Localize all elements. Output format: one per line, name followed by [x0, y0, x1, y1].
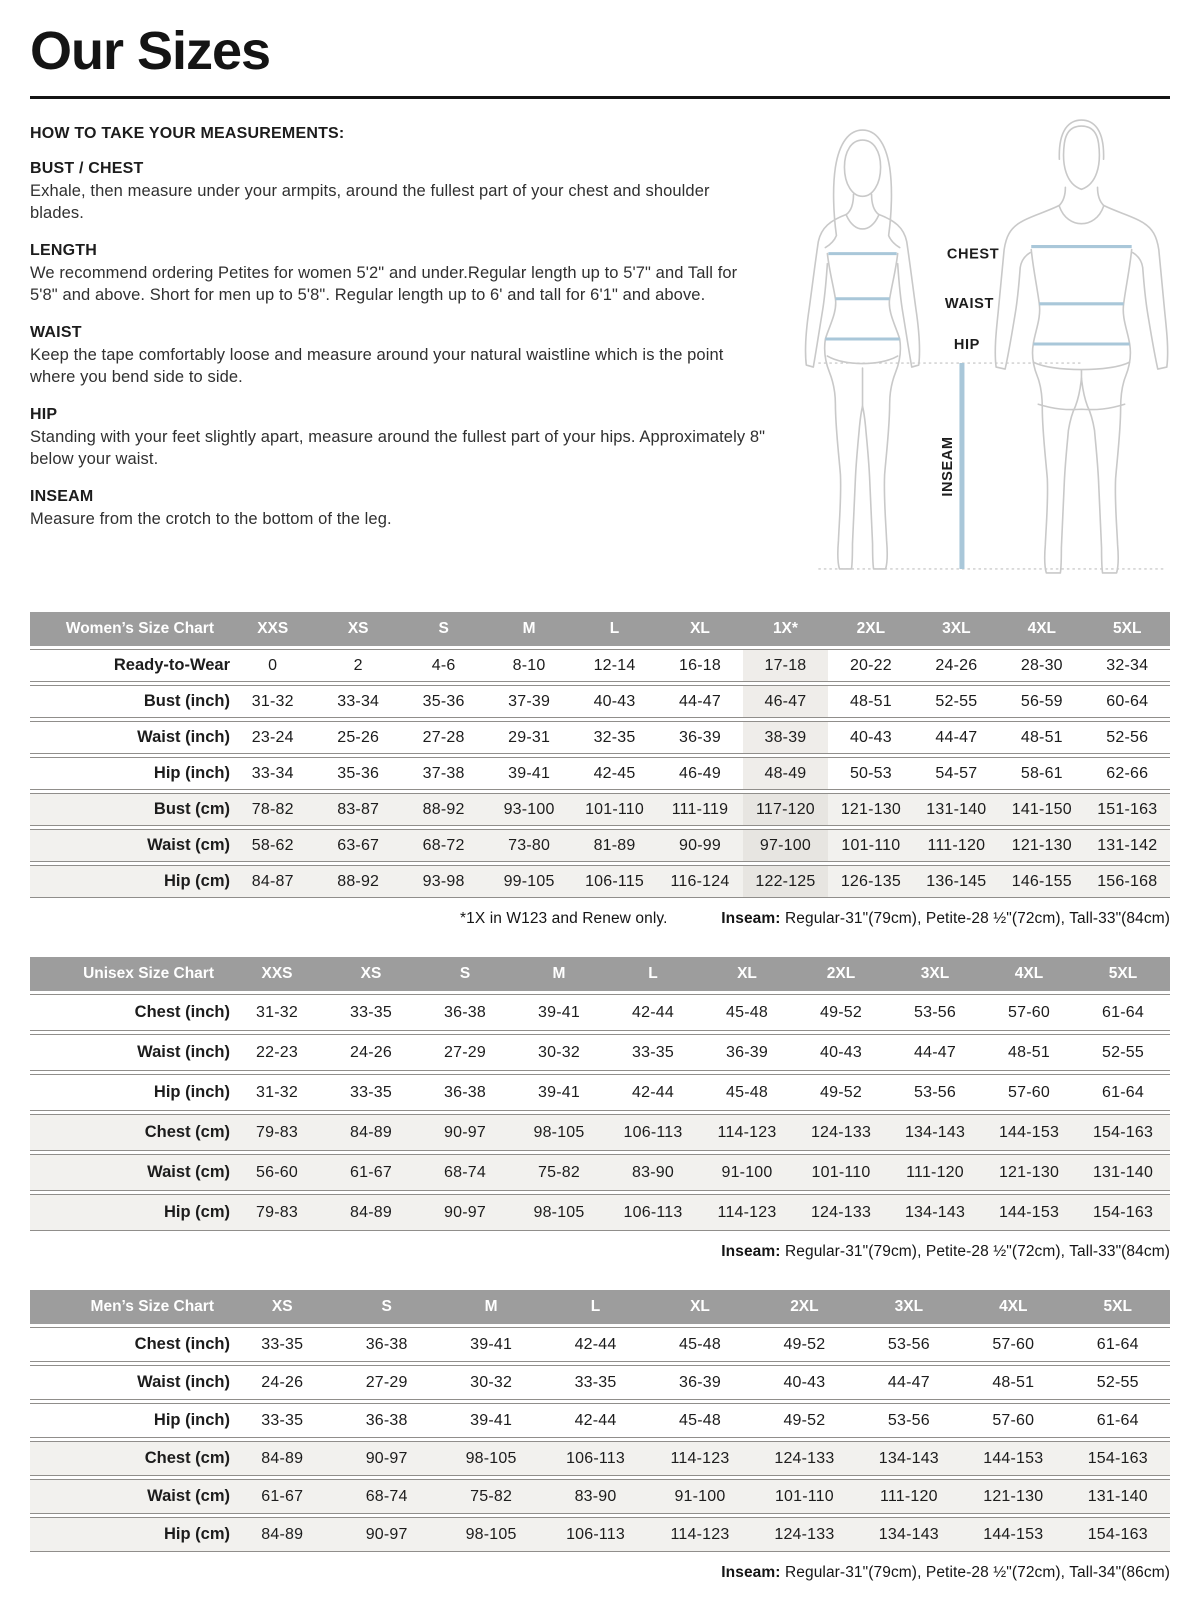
title-divider [30, 96, 1170, 99]
size-cell: 88-92 [315, 865, 400, 898]
size-cell: 81-89 [572, 829, 657, 862]
size-cell: 37-38 [401, 757, 486, 790]
size-cell: 111-120 [888, 1154, 982, 1191]
row-label: Hip (inch) [30, 1403, 230, 1438]
row-label: Hip (cm) [30, 1517, 230, 1552]
column-header-1x*: 1X* [743, 612, 828, 646]
size-cell: 46-47 [743, 685, 828, 718]
size-cell: 50-53 [828, 757, 913, 790]
size-cell: 75-82 [512, 1154, 606, 1191]
size-cell: 84-87 [230, 865, 315, 898]
section-body: Standing with your feet slightly apart, measure around the fullest part of your hips. Approximately 8" below your waist. [30, 427, 766, 468]
size-cell: 40-43 [794, 1034, 888, 1071]
size-cell: 121-130 [999, 829, 1084, 862]
size-cell: 98-105 [512, 1114, 606, 1151]
size-cell: 48-51 [999, 721, 1084, 754]
size-cell: 106-113 [543, 1441, 647, 1476]
size-cell: 45-48 [700, 994, 794, 1031]
size-cell: 45-48 [648, 1327, 752, 1362]
how-to-heading: HOW TO TAKE YOUR MEASUREMENTS: [30, 125, 345, 142]
size-cell: 57-60 [961, 1327, 1065, 1362]
section-body: Keep the tape comfortably loose and measure around your natural waistline which is the point where you bend side to side. [30, 345, 724, 386]
section-length [30, 242, 767, 307]
size-cell: 48-49 [743, 757, 828, 790]
size-cell: 39-41 [512, 1074, 606, 1111]
size-cell: 136-145 [914, 865, 999, 898]
column-header-4xl: 4XL [982, 957, 1076, 991]
size-cell: 17-18 [743, 649, 828, 682]
size-cell: 49-52 [752, 1403, 856, 1438]
size-cell: 134-143 [888, 1194, 982, 1231]
size-cell: 83-87 [315, 793, 400, 826]
size-cell: 44-47 [657, 685, 742, 718]
column-header-2xl: 2XL [752, 1290, 856, 1324]
size-cell: 48-51 [828, 685, 913, 718]
row-label: Chest (inch) [30, 1327, 230, 1362]
size-cell: 33-34 [230, 757, 315, 790]
inseam-note [721, 910, 1170, 928]
size-cell: 58-62 [230, 829, 315, 862]
size-guide-page [0, 20, 1200, 1582]
size-cell: 84-89 [230, 1517, 334, 1552]
size-cell: 36-39 [648, 1365, 752, 1400]
column-header-3xl: 3XL [857, 1290, 961, 1324]
size-cell: 91-100 [648, 1479, 752, 1514]
unisex-table-footnotes [30, 1243, 1170, 1261]
size-cell: 4-6 [401, 649, 486, 682]
size-cell: 33-35 [230, 1327, 334, 1362]
size-cell: 63-67 [315, 829, 400, 862]
size-cell: 61-67 [230, 1479, 334, 1514]
size-cell: 91-100 [700, 1154, 794, 1191]
waist-label: WAIST [944, 295, 994, 312]
column-header-l: L [606, 957, 700, 991]
size-cell: 106-113 [606, 1114, 700, 1151]
column-header-xs: XS [315, 612, 400, 646]
section-body: Measure from the crotch to the bottom of the leg. [30, 509, 392, 528]
size-cell: 98-105 [439, 1517, 543, 1552]
size-cell: 98-105 [512, 1194, 606, 1231]
section-hip [30, 406, 767, 471]
size-cell: 151-163 [1085, 793, 1170, 826]
size-cell: 36-38 [418, 994, 512, 1031]
size-cell: 52-56 [1085, 721, 1170, 754]
size-cell: 124-133 [794, 1194, 888, 1231]
section-heading: BUST / CHEST [30, 160, 144, 177]
size-cell: 53-56 [857, 1403, 961, 1438]
size-cell: 60-64 [1085, 685, 1170, 718]
chest-label: CHEST [946, 246, 1000, 263]
size-cell: 90-99 [657, 829, 742, 862]
size-cell: 33-35 [324, 994, 418, 1031]
column-header-xl: XL [648, 1290, 752, 1324]
size-cell: 106-113 [606, 1194, 700, 1231]
row-label: Waist (inch) [30, 721, 230, 754]
size-cell: 27-29 [334, 1365, 438, 1400]
section-heading: INSEAM [30, 487, 94, 505]
row-label: Chest (cm) [30, 1441, 230, 1476]
table-title: Women’s Size Chart [30, 612, 230, 646]
size-cell: 36-39 [700, 1034, 794, 1071]
row-label: Chest (inch) [30, 994, 230, 1031]
size-cell: 0 [230, 649, 315, 682]
size-cell: 154-163 [1066, 1441, 1171, 1476]
size-cell: 144-153 [961, 1517, 1065, 1552]
size-cell: 49-52 [794, 1074, 888, 1111]
inseam-label: INSEAM [939, 436, 956, 497]
size-cell: 101-110 [794, 1154, 888, 1191]
size-cell: 53-56 [888, 994, 982, 1031]
size-cell: 52-55 [914, 685, 999, 718]
size-cell: 53-56 [888, 1074, 982, 1111]
one-x-note: *1X in W123 and Renew only. [460, 910, 668, 927]
row-label: Hip (inch) [30, 1074, 230, 1111]
size-cell: 84-89 [324, 1114, 418, 1151]
size-cell: 48-51 [982, 1034, 1076, 1071]
size-cell: 84-89 [230, 1441, 334, 1476]
size-cell: 61-64 [1076, 994, 1170, 1031]
size-cell: 121-130 [961, 1479, 1065, 1514]
size-cell: 39-41 [486, 757, 571, 790]
column-header-5xl: 5XL [1066, 1290, 1171, 1324]
section-body: We recommend ordering Petites for women 5'2" and under.Regular length up to 5'7" and Tall for 5'8" and above. Short for men up to 5'8". Regular length up to 6' and tall for 6'1" and above. [30, 263, 738, 304]
inseam-note-label: Inseam: [721, 1564, 781, 1581]
size-cell: 124-133 [752, 1517, 856, 1552]
size-cell: 61-64 [1066, 1327, 1171, 1362]
size-cell: 52-55 [1076, 1034, 1170, 1071]
size-cell: 36-39 [657, 721, 742, 754]
column-header-3xl: 3XL [914, 612, 999, 646]
size-cell: 122-125 [743, 865, 828, 898]
size-cell: 58-61 [999, 757, 1084, 790]
man-figure [995, 120, 1167, 573]
measurement-diagram [767, 113, 1170, 583]
column-header-l: L [572, 612, 657, 646]
row-label: Waist (cm) [30, 1154, 230, 1191]
size-cell: 44-47 [857, 1365, 961, 1400]
table-title: Men’s Size Chart [30, 1290, 230, 1324]
size-cell: 57-60 [982, 1074, 1076, 1111]
hip-label: HIP [953, 337, 980, 353]
size-cell: 134-143 [857, 1517, 961, 1552]
size-cell: 45-48 [700, 1074, 794, 1111]
inseam-note [721, 1243, 1170, 1261]
size-cell: 146-155 [999, 865, 1084, 898]
size-cell: 2 [315, 649, 400, 682]
size-cell: 79-83 [230, 1194, 324, 1231]
size-cell: 33-35 [543, 1365, 647, 1400]
size-cell: 35-36 [401, 685, 486, 718]
column-header-xl: XL [700, 957, 794, 991]
size-cell: 90-97 [418, 1114, 512, 1151]
size-cell: 134-143 [888, 1114, 982, 1151]
row-label: Chest (cm) [30, 1114, 230, 1151]
size-cell: 52-55 [1066, 1365, 1171, 1400]
row-label: Hip (cm) [30, 865, 230, 898]
column-header-xs: XS [230, 1290, 334, 1324]
size-cell: 16-18 [657, 649, 742, 682]
size-cell: 31-32 [230, 1074, 324, 1111]
table-title: Unisex Size Chart [30, 957, 230, 991]
womens-size-chart-table [30, 609, 1170, 901]
size-cell: 42-44 [543, 1403, 647, 1438]
woman-figure [805, 130, 919, 569]
column-header-xs: XS [324, 957, 418, 991]
size-cell: 134-143 [857, 1441, 961, 1476]
size-cell: 73-80 [486, 829, 571, 862]
section-heading: WAIST [30, 323, 82, 341]
size-cell: 36-38 [334, 1327, 438, 1362]
inseam-note-text: Regular-31"(79cm), Petite-28 ½"(72cm), Tall-33"(84cm) [780, 910, 1170, 927]
size-cell: 117-120 [743, 793, 828, 826]
size-cell: 144-153 [961, 1441, 1065, 1476]
womens-size-chart-block [30, 609, 1170, 928]
size-cell: 61-64 [1076, 1074, 1170, 1111]
size-cell: 97-100 [743, 829, 828, 862]
size-cell: 106-115 [572, 865, 657, 898]
size-cell: 154-163 [1076, 1114, 1170, 1151]
size-cell: 101-110 [752, 1479, 856, 1514]
column-header-5xl: 5XL [1085, 612, 1170, 646]
size-cell: 101-110 [572, 793, 657, 826]
size-cell: 88-92 [401, 793, 486, 826]
top-section [30, 113, 1170, 583]
size-cell: 31-32 [230, 685, 315, 718]
size-cell: 106-113 [543, 1517, 647, 1552]
size-cell: 40-43 [572, 685, 657, 718]
size-cell: 111-120 [857, 1479, 961, 1514]
size-cell: 121-130 [828, 793, 913, 826]
size-cell: 114-123 [700, 1114, 794, 1151]
size-cell: 61-64 [1066, 1403, 1171, 1438]
section-inseam [30, 488, 767, 531]
size-cell: 131-140 [1066, 1479, 1171, 1514]
mens-table-footnotes [30, 1564, 1170, 1582]
column-header-l: L [543, 1290, 647, 1324]
measurement-instructions [30, 113, 767, 583]
size-cell: 42-45 [572, 757, 657, 790]
column-header-2xl: 2XL [828, 612, 913, 646]
inseam-note [721, 1564, 1170, 1582]
size-cell: 114-123 [648, 1441, 752, 1476]
size-cell: 33-35 [230, 1403, 334, 1438]
size-cell: 45-48 [648, 1403, 752, 1438]
size-cell: 61-67 [324, 1154, 418, 1191]
section-heading: LENGTH [30, 241, 97, 259]
size-cell: 68-74 [334, 1479, 438, 1514]
row-label: Waist (inch) [30, 1365, 230, 1400]
size-cell: 31-32 [230, 994, 324, 1031]
size-cell: 33-35 [324, 1074, 418, 1111]
size-cell: 79-83 [230, 1114, 324, 1151]
column-header-3xl: 3XL [888, 957, 982, 991]
size-cell: 33-34 [315, 685, 400, 718]
size-cell: 62-66 [1085, 757, 1170, 790]
section-waist [30, 324, 767, 389]
size-cell: 124-133 [752, 1441, 856, 1476]
size-cell: 12-14 [572, 649, 657, 682]
size-cell: 57-60 [961, 1403, 1065, 1438]
section-heading: HIP [30, 405, 58, 423]
row-label: Waist (cm) [30, 829, 230, 862]
column-header-m: M [486, 612, 571, 646]
row-label: Ready-to-Wear [30, 649, 230, 682]
size-cell: 23-24 [230, 721, 315, 754]
size-cell: 83-90 [543, 1479, 647, 1514]
size-cell: 44-47 [888, 1034, 982, 1071]
body-figures-illustration [778, 115, 1170, 583]
size-cell: 78-82 [230, 793, 315, 826]
size-cell: 38-39 [743, 721, 828, 754]
inseam-note-text: Regular-31"(79cm), Petite-28 ½"(72cm), Tall-33"(84cm) [780, 1243, 1170, 1260]
inseam-note-label: Inseam: [721, 910, 781, 927]
size-cell: 114-123 [648, 1517, 752, 1552]
size-cell: 90-97 [418, 1194, 512, 1231]
size-cell: 37-39 [486, 685, 571, 718]
size-cell: 32-35 [572, 721, 657, 754]
size-cell: 84-89 [324, 1194, 418, 1231]
size-cell: 49-52 [752, 1327, 856, 1362]
inseam-note-label: Inseam: [721, 1243, 781, 1260]
size-cell: 36-38 [418, 1074, 512, 1111]
size-cell: 27-28 [401, 721, 486, 754]
mens-size-chart-table [30, 1287, 1170, 1555]
size-cell: 131-140 [914, 793, 999, 826]
inseam-note-text: Regular-31"(79cm), Petite-28 ½"(72cm), Tall-34"(86cm) [780, 1564, 1170, 1581]
column-header-xl: XL [657, 612, 742, 646]
column-header-s: S [401, 612, 486, 646]
size-cell: 48-51 [961, 1365, 1065, 1400]
size-cell: 42-44 [606, 1074, 700, 1111]
size-cell: 98-105 [439, 1441, 543, 1476]
size-cell: 121-130 [982, 1154, 1076, 1191]
unisex-size-chart-table [30, 954, 1170, 1234]
size-cell: 53-56 [857, 1327, 961, 1362]
size-cell: 39-41 [439, 1403, 543, 1438]
size-cell: 83-90 [606, 1154, 700, 1191]
size-cell: 40-43 [752, 1365, 856, 1400]
size-cell: 144-153 [982, 1114, 1076, 1151]
size-cell: 57-60 [982, 994, 1076, 1031]
column-header-5xl: 5XL [1076, 957, 1170, 991]
unisex-size-chart-block [30, 954, 1170, 1261]
size-cell: 124-133 [794, 1114, 888, 1151]
size-cell: 42-44 [606, 994, 700, 1031]
size-cell: 39-41 [512, 994, 606, 1031]
size-cell: 36-38 [334, 1403, 438, 1438]
size-cell: 28-30 [999, 649, 1084, 682]
size-cell: 111-119 [657, 793, 742, 826]
size-cell: 68-72 [401, 829, 486, 862]
size-cell: 156-168 [1085, 865, 1170, 898]
row-label: Bust (inch) [30, 685, 230, 718]
size-cell: 24-26 [324, 1034, 418, 1071]
column-header-xxs: XXS [230, 612, 315, 646]
size-cell: 90-97 [334, 1517, 438, 1552]
size-cell: 99-105 [486, 865, 571, 898]
size-cell: 25-26 [315, 721, 400, 754]
section-body: Exhale, then measure under your armpits, around the fullest part of your chest and shoulder blades. [30, 182, 710, 222]
column-header-s: S [334, 1290, 438, 1324]
size-cell: 116-124 [657, 865, 742, 898]
size-cell: 20-22 [828, 649, 913, 682]
size-cell: 56-60 [230, 1154, 324, 1191]
size-cell: 44-47 [914, 721, 999, 754]
size-cell: 30-32 [512, 1034, 606, 1071]
size-cell: 40-43 [828, 721, 913, 754]
size-cell: 29-31 [486, 721, 571, 754]
size-cell: 93-98 [401, 865, 486, 898]
row-label: Hip (cm) [30, 1194, 230, 1231]
size-cell: 101-110 [828, 829, 913, 862]
column-header-s: S [418, 957, 512, 991]
size-cell: 131-140 [1076, 1154, 1170, 1191]
column-header-m: M [512, 957, 606, 991]
column-header-2xl: 2XL [794, 957, 888, 991]
size-cell: 42-44 [543, 1327, 647, 1362]
row-label: Hip (inch) [30, 757, 230, 790]
size-cell: 68-74 [418, 1154, 512, 1191]
size-cell: 33-35 [606, 1034, 700, 1071]
size-cell: 93-100 [486, 793, 571, 826]
row-label: Waist (inch) [30, 1034, 230, 1071]
section-bust-chest [30, 160, 767, 225]
size-cell: 114-123 [700, 1194, 794, 1231]
womens-table-footnotes [30, 910, 1170, 928]
mens-size-chart-block [30, 1287, 1170, 1582]
page-title: Our Sizes [30, 21, 271, 81]
size-cell: 54-57 [914, 757, 999, 790]
column-header-4xl: 4XL [999, 612, 1084, 646]
size-cell: 35-36 [315, 757, 400, 790]
size-cell: 22-23 [230, 1034, 324, 1071]
size-cell: 90-97 [334, 1441, 438, 1476]
size-cell: 49-52 [794, 994, 888, 1031]
size-cell: 154-163 [1076, 1194, 1170, 1231]
size-cell: 39-41 [439, 1327, 543, 1362]
column-header-4xl: 4XL [961, 1290, 1065, 1324]
size-cell: 32-34 [1085, 649, 1170, 682]
row-label: Bust (cm) [30, 793, 230, 826]
size-cell: 154-163 [1066, 1517, 1171, 1552]
size-cell: 144-153 [982, 1194, 1076, 1231]
size-cell: 141-150 [999, 793, 1084, 826]
size-cell: 27-29 [418, 1034, 512, 1071]
size-cell: 126-135 [828, 865, 913, 898]
column-header-xxs: XXS [230, 957, 324, 991]
size-cell: 46-49 [657, 757, 742, 790]
size-cell: 24-26 [230, 1365, 334, 1400]
size-cell: 8-10 [486, 649, 571, 682]
row-label: Waist (cm) [30, 1479, 230, 1514]
column-header-m: M [439, 1290, 543, 1324]
size-cell: 75-82 [439, 1479, 543, 1514]
size-cell: 131-142 [1085, 829, 1170, 862]
size-cell: 111-120 [914, 829, 999, 862]
size-cell: 24-26 [914, 649, 999, 682]
size-cell: 56-59 [999, 685, 1084, 718]
size-cell: 30-32 [439, 1365, 543, 1400]
